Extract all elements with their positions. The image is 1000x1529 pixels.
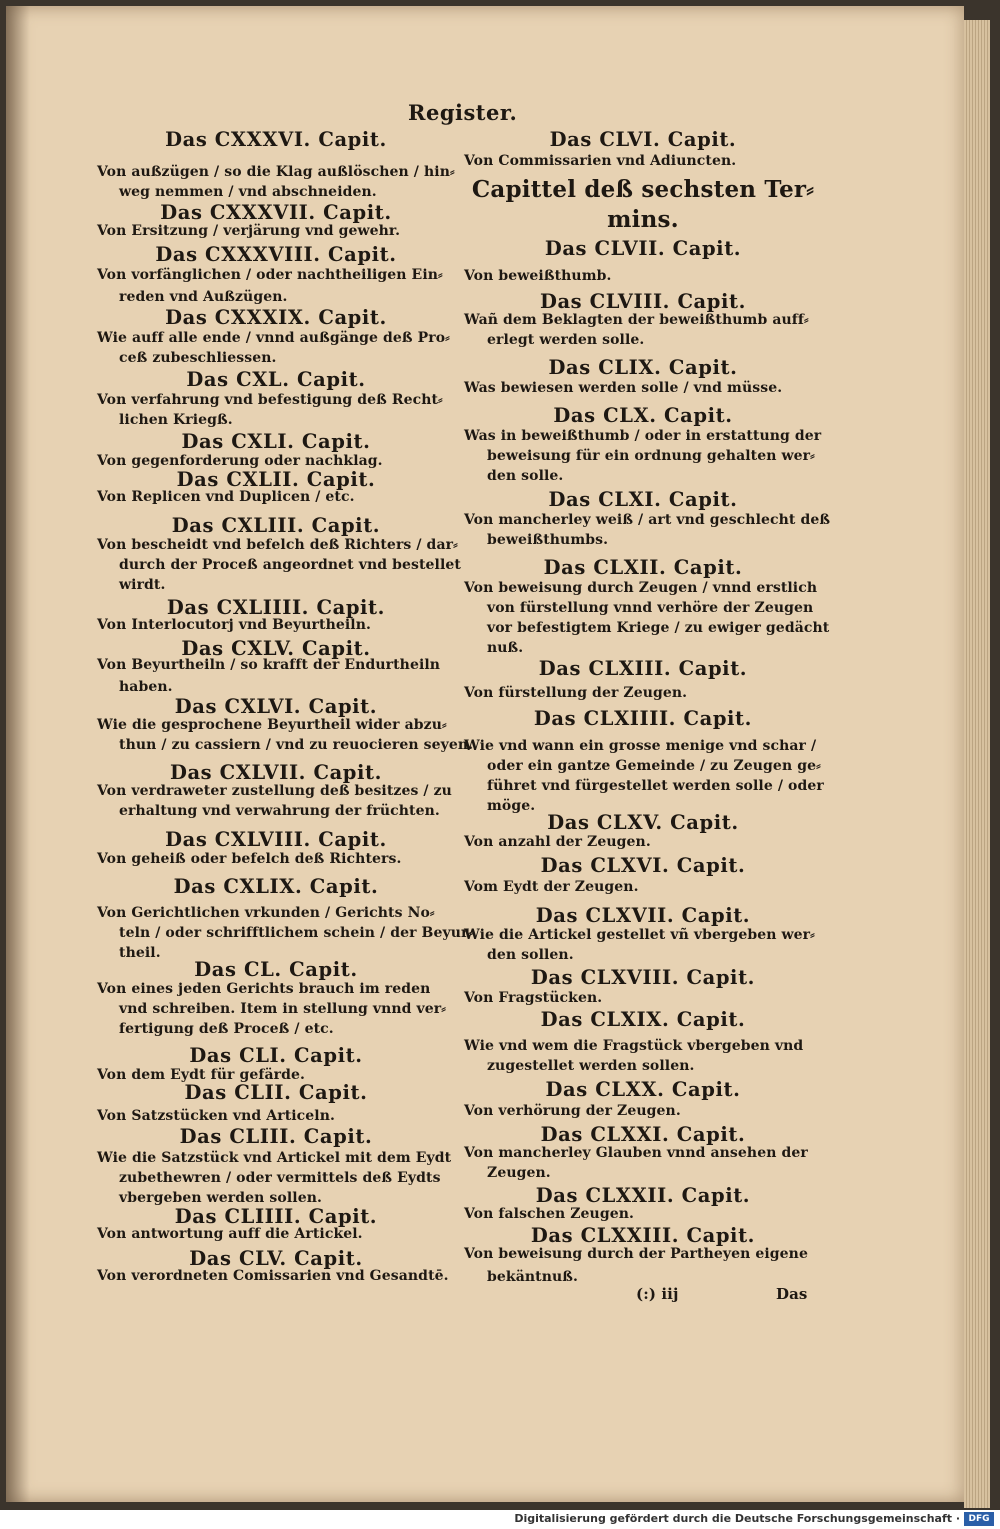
right-entry-line: möge. <box>487 798 536 814</box>
left-entry-line: reden vnd Außzügen. <box>119 289 288 305</box>
left-entry-line: Von verdraweter zustellung deß besitzes / zu <box>97 783 452 799</box>
left-chapter-heading: Das CXLIX. Capit. <box>173 875 379 898</box>
right-entry-line: Zeugen. <box>487 1165 551 1181</box>
right-chapter-heading: Das CLXX. Capit. <box>545 1078 741 1101</box>
right-chapter-heading: Das CLXII. Capit. <box>543 556 743 579</box>
right-entry-line: führet vnd fürgestellet werden solle / oder <box>487 778 824 794</box>
right-entry-line: Was bewiesen werden solle / vnd müsse. <box>464 380 783 396</box>
right-entry-line: Von Fragstücken. <box>464 990 603 1006</box>
left-entry-line: Von dem Eydt für gefärde. <box>97 1067 305 1083</box>
right-entry-line: nuß. <box>487 640 524 656</box>
left-entry-line: durch der Proceß angeordnet vnd bestellet <box>119 557 461 573</box>
right-chapter-heading: Das CLXXIII. Capit. <box>530 1224 756 1247</box>
right-chapter-heading: Das CLXVI. Capit. <box>540 854 746 877</box>
left-entry-line: fertigung deß Proceß / etc. <box>119 1021 334 1037</box>
right-chapter-heading: Das CLIX. Capit. <box>548 356 738 379</box>
running-head: Register. <box>408 100 518 125</box>
right-entry-line: Von mancherley Glauben vnnd ansehen der <box>464 1145 808 1161</box>
left-entry-line: Von verfahrung vnd befestigung deß Recht⸗ <box>97 392 443 408</box>
left-chapter-heading: Das CL. Capit. <box>194 958 358 981</box>
right-entry-line: Wie die Artickel gestellet vñ vbergeben wer⸗ <box>464 927 815 943</box>
footer-credit: Digitalisierung gefördert durch die Deutsche Forschungsgemeinschaft · <box>514 1512 960 1525</box>
left-entry-line: thun / zu cassiern / vnd zu reuocieren seyen. <box>119 737 474 753</box>
left-chapter-heading: Das CLV. Capit. <box>189 1247 363 1270</box>
right-entry-line: beweisung für ein ordnung gehalten wer⸗ <box>487 448 815 464</box>
left-chapter-heading: Das CXLVII. Capit. <box>169 761 383 784</box>
right-chapter-heading: Das CLXIII. Capit. <box>538 657 748 680</box>
left-entry-line: Von vorfänglichen / oder nachtheiligen Ein⸗ <box>97 267 443 283</box>
left-entry-line: Von Interlocutorj vnd Beyurtheiln. <box>97 617 371 633</box>
right-chapter-heading: Das CLVIII. Capit. <box>539 290 747 313</box>
left-entry-line: Von Gerichtlichen vrkunden / Gerichts No⸗ <box>97 905 435 921</box>
signature-mark: (:) iij <box>636 1285 679 1303</box>
left-entry-line: erhaltung vnd verwahrung der früchten. <box>119 803 440 819</box>
right-chapter-heading: Das CLXIIII. Capit. <box>533 707 753 730</box>
left-entry-line: Von Satzstücken vnd Articeln. <box>97 1108 335 1124</box>
left-entry-line: Von verordneten Comissarien vnd Gesandtē. <box>97 1268 449 1284</box>
right-entry-line: den solle. <box>487 468 564 484</box>
left-entry-line: Von Ersitzung / verjärung vnd gewehr. <box>97 223 401 239</box>
left-entry-line: zubethewren / oder vermittels deß Eydts <box>119 1170 441 1186</box>
right-entry-line: Von Commissarien vnd Adiuncten. <box>464 153 737 169</box>
right-entry-line: Von beweisung durch der Partheyen eigene <box>464 1246 808 1262</box>
left-chapter-heading: Das CXLVI. Capit. <box>174 695 378 718</box>
dfg-logo: DFG <box>964 1512 994 1526</box>
left-entry-line: Wie auff alle ende / vnnd außgänge deß Pro⸗ <box>97 330 450 346</box>
left-entry-line: Von außzügen / so die Klag außlöschen / hin⸗ <box>97 164 455 180</box>
left-chapter-heading: Das CXXXVII. Capit. <box>160 201 392 224</box>
left-entry-line: vnd schreiben. Item in stellung vnnd ver⸗ <box>119 1001 447 1017</box>
left-chapter-heading: Das CXLIII. Capit. <box>171 514 381 537</box>
left-chapter-heading: Das CLIII. Capit. <box>179 1125 373 1148</box>
right-entry-line: Vom Eydt der Zeugen. <box>464 879 639 895</box>
right-entry-line: vor befestigtem Kriege / zu ewiger gedächt <box>487 620 830 636</box>
right-chapter-heading: Das CLXVII. Capit. <box>535 904 751 927</box>
left-entry-line: Von eines jeden Gerichts brauch im reden <box>97 981 431 997</box>
right-entry-line: Wie vnd wem die Fragstück vbergeben vnd <box>464 1038 804 1054</box>
left-chapter-heading: Das CXLI. Capit. <box>181 430 371 453</box>
right-section-heading: Capittel deß sechsten Ter⸗ <box>471 176 815 203</box>
right-chapter-heading: Das CLXI. Capit. <box>548 488 738 511</box>
left-entry-line: Wie die gesprochene Beyurtheil wider abzu⸗ <box>97 717 447 733</box>
left-chapter-heading: Das CXLII. Capit. <box>176 468 376 491</box>
left-entry-line: ceß zubeschliessen. <box>119 350 277 366</box>
footer-bar <box>0 1510 1000 1529</box>
page-edges <box>964 20 990 1508</box>
right-entry-line: beweißthumbs. <box>487 532 609 548</box>
left-chapter-heading: Das CLIIII. Capit. <box>174 1205 378 1228</box>
right-chapter-heading: Das CLXV. Capit. <box>547 811 739 834</box>
right-entry-line: zugestellet werden sollen. <box>487 1058 695 1074</box>
left-entry-line: Von Beyurtheiln / so krafft der Endurtheiln <box>97 657 441 673</box>
right-chapter-heading: Das CLXIX. Capit. <box>540 1008 746 1031</box>
right-entry-line: Wañ dem Beklagten der beweißthumb auff⸗ <box>464 312 809 328</box>
right-entry-line: Von fürstellung der Zeugen. <box>464 685 688 701</box>
left-chapter-heading: Das CXL. Capit. <box>186 368 366 391</box>
right-entry-line: Von falschen Zeugen. <box>464 1206 634 1222</box>
left-entry-line: Von antwortung auff die Artickel. <box>97 1226 363 1242</box>
right-entry-line: Wie vnd wann ein grosse menige vnd schar / <box>464 738 817 754</box>
catchword: Das <box>776 1285 808 1303</box>
left-entry-line: wirdt. <box>119 577 166 593</box>
right-chapter-heading: Das CLXXII. Capit. <box>535 1184 751 1207</box>
left-entry-line: weg nemmen / vnd abschneiden. <box>119 184 377 200</box>
page-gutter-shadow <box>6 6 30 1502</box>
right-entry-line: von fürstellung vnnd verhöre der Zeugen <box>487 600 814 616</box>
left-chapter-heading: Das CXXXVI. Capit. <box>165 128 387 151</box>
right-entry-line: den sollen. <box>487 947 574 963</box>
right-entry-line: Von beweißthumb. <box>464 268 612 284</box>
left-entry-line: Von gegenforderung oder nachklag. <box>97 453 383 469</box>
right-chapter-heading: Das CLVI. Capit. <box>549 128 737 151</box>
left-entry-line: lichen Kriegß. <box>119 412 233 428</box>
left-entry-line: vbergeben werden sollen. <box>119 1190 322 1206</box>
left-chapter-heading: Das CLI. Capit. <box>189 1044 363 1067</box>
right-chapter-heading: Das CLVII. Capit. <box>544 237 742 260</box>
left-entry-line: theil. <box>119 945 161 961</box>
left-entry-line: Wie die Satzstück vnd Artickel mit dem Eydt <box>97 1150 452 1166</box>
right-section-heading: mins. <box>607 206 679 233</box>
right-chapter-heading: Das CLXXI. Capit. <box>540 1123 746 1146</box>
right-entry-line: Was in beweißthumb / oder in erstattung der <box>464 428 822 444</box>
left-chapter-heading: Das CXLVIII. Capit. <box>165 828 387 851</box>
right-entry-line: oder ein gantze Gemeinde / zu Zeugen ge⸗ <box>487 758 821 774</box>
right-entry-line: Von verhörung der Zeugen. <box>464 1103 681 1119</box>
right-entry-line: erlegt werden solle. <box>487 332 645 348</box>
left-entry-line: teln / oder schrifftlichem schein / der Beyur⸗ <box>119 925 474 941</box>
left-entry-line: Von geheiß oder befelch deß Richters. <box>97 851 402 867</box>
left-chapter-heading: Das CXLV. Capit. <box>181 637 371 660</box>
left-entry-line: Von bescheidt vnd befelch deß Richters / dar⸗ <box>97 537 458 553</box>
right-chapter-heading: Das CLXVIII. Capit. <box>530 966 756 989</box>
left-chapter-heading: Das CLII. Capit. <box>184 1081 368 1104</box>
right-entry-line: Von mancherley weiß / art vnd geschlecht deß <box>464 512 831 528</box>
right-chapter-heading: Das CLX. Capit. <box>553 404 733 427</box>
right-entry-line: Von anzahl der Zeugen. <box>464 834 651 850</box>
right-entry-line: bekäntnuß. <box>487 1269 578 1285</box>
right-entry-line: Von beweisung durch Zeugen / vnnd erstlich <box>464 580 818 596</box>
left-chapter-heading: Das CXXXIX. Capit. <box>165 306 387 329</box>
left-chapter-heading: Das CXLIIII. Capit. <box>166 596 386 619</box>
left-chapter-heading: Das CXXXVIII. Capit. <box>155 243 397 266</box>
left-entry-line: haben. <box>119 679 173 695</box>
left-entry-line: Von Replicen vnd Duplicen / etc. <box>97 489 355 505</box>
